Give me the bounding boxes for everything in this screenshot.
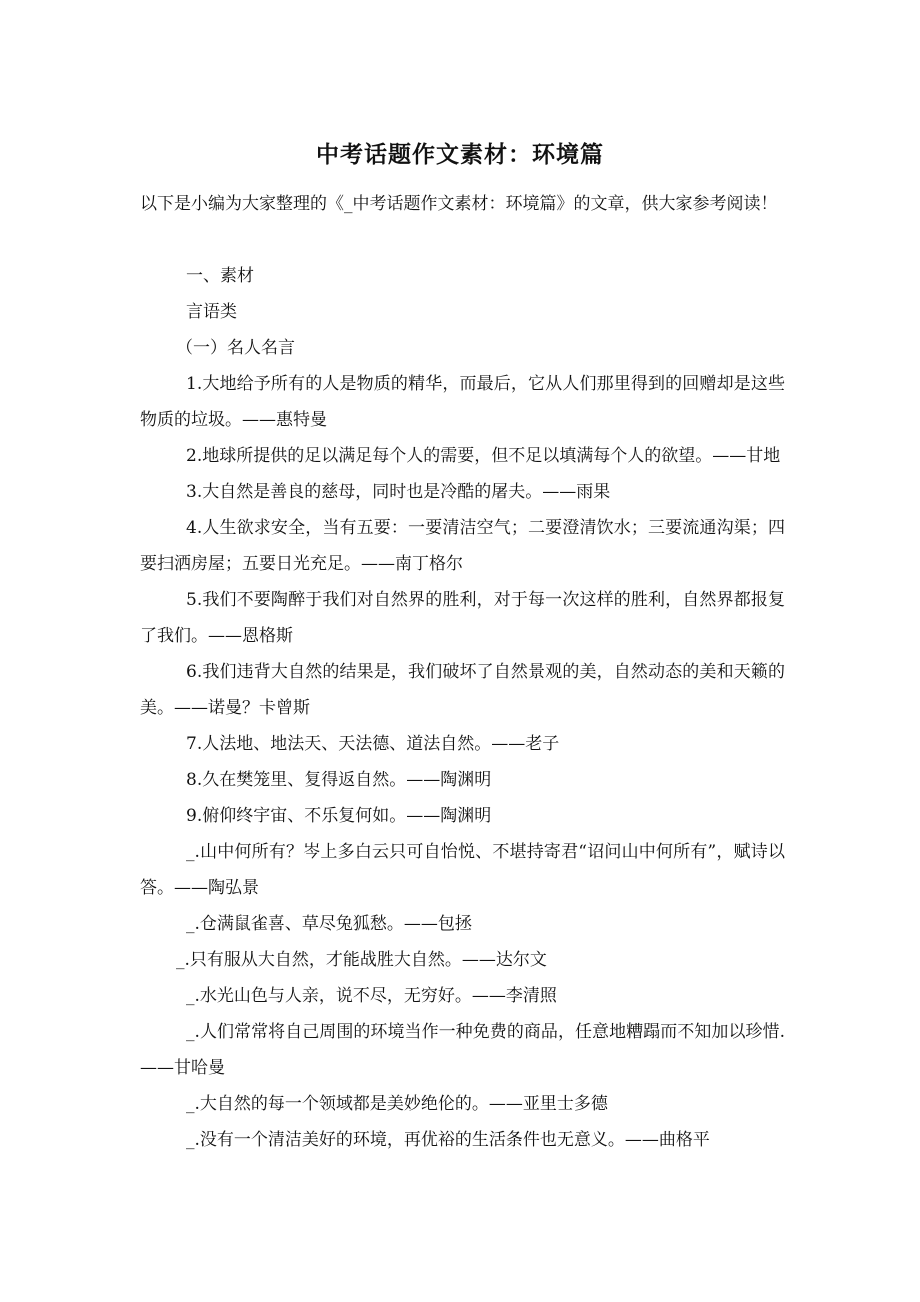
document-body [140,258,785,1158]
quote-item: 5.我们不要陶醉于我们对自然界的胜利，对于每一次这样的胜利，自然界都报复了我们。——恩格斯 [140,590,785,646]
quote-item: _.人们常常将自己周围的环境当作一种免费的商品，任意地糟蹋而不知加以珍惜.——甘哈曼 [140,1022,785,1078]
quote-item: 1.大地给予所有的人是物质的精华，而最后，它从人们那里得到的回赠却是这些物质的垃圾。——惠特曼 [140,374,785,430]
section-heading: 一、素材 [186,266,254,286]
quote-item: 9.俯仰终宇宙、不乐复何如。——陶渊明 [186,806,492,826]
document-title: 中考话题作文素材：环境篇 [316,141,604,168]
quote-item: 4.人生欲求安全，当有五要：一要清洁空气；二要澄清饮水；三要流通沟渠；四要扫洒房屋；五要日光充足。——南丁格尔 [140,518,785,574]
quote-item: _.大自然的每一个领域都是美妙绝伦的。——亚里士多德 [186,1094,608,1114]
quote-item: 3.大自然是善良的慈母，同时也是冷酷的屠夫。——雨果 [186,482,611,502]
quote-item: 8.久在樊笼里、复得返自然。——陶渊明 [186,770,492,790]
quote-item: 2.地球所提供的足以满足每个人的需要，但不足以填满每个人的欲望。——甘地 [186,446,781,466]
intro-paragraph: 以下是小编为大家整理的《_中考话题作文素材：环境篇》的文章，供大家参考阅读！ [140,194,778,214]
quote-item: 7.人法地、地法天、天法德、道法自然。——老子 [186,734,560,754]
quote-item: _.仓满鼠雀喜、草尽兔狐愁。——包拯 [186,914,472,934]
subsection-heading: （一）名人名言 [176,338,295,358]
quote-item: _.没有一个清洁美好的环境，再优裕的生活条件也无意义。——曲格平 [186,1130,710,1150]
quote-item: _.山中何所有？岑上多白云只可自怡悦、不堪持寄君“诏问山中何所有”，赋诗以答。——陶弘景 [140,842,785,898]
quote-item: _.只有服从大自然，才能战胜大自然。——达尔文 [176,950,547,970]
quote-item: _.水光山色与人亲，说不尽，无穷好。——李清照 [186,986,557,1006]
quote-item: 6.我们违背大自然的结果是，我们破坏了自然景观的美，自然动态的美和天籁的美。——诺曼？卡曾斯 [140,662,785,718]
category-label: 言语类 [186,302,237,322]
